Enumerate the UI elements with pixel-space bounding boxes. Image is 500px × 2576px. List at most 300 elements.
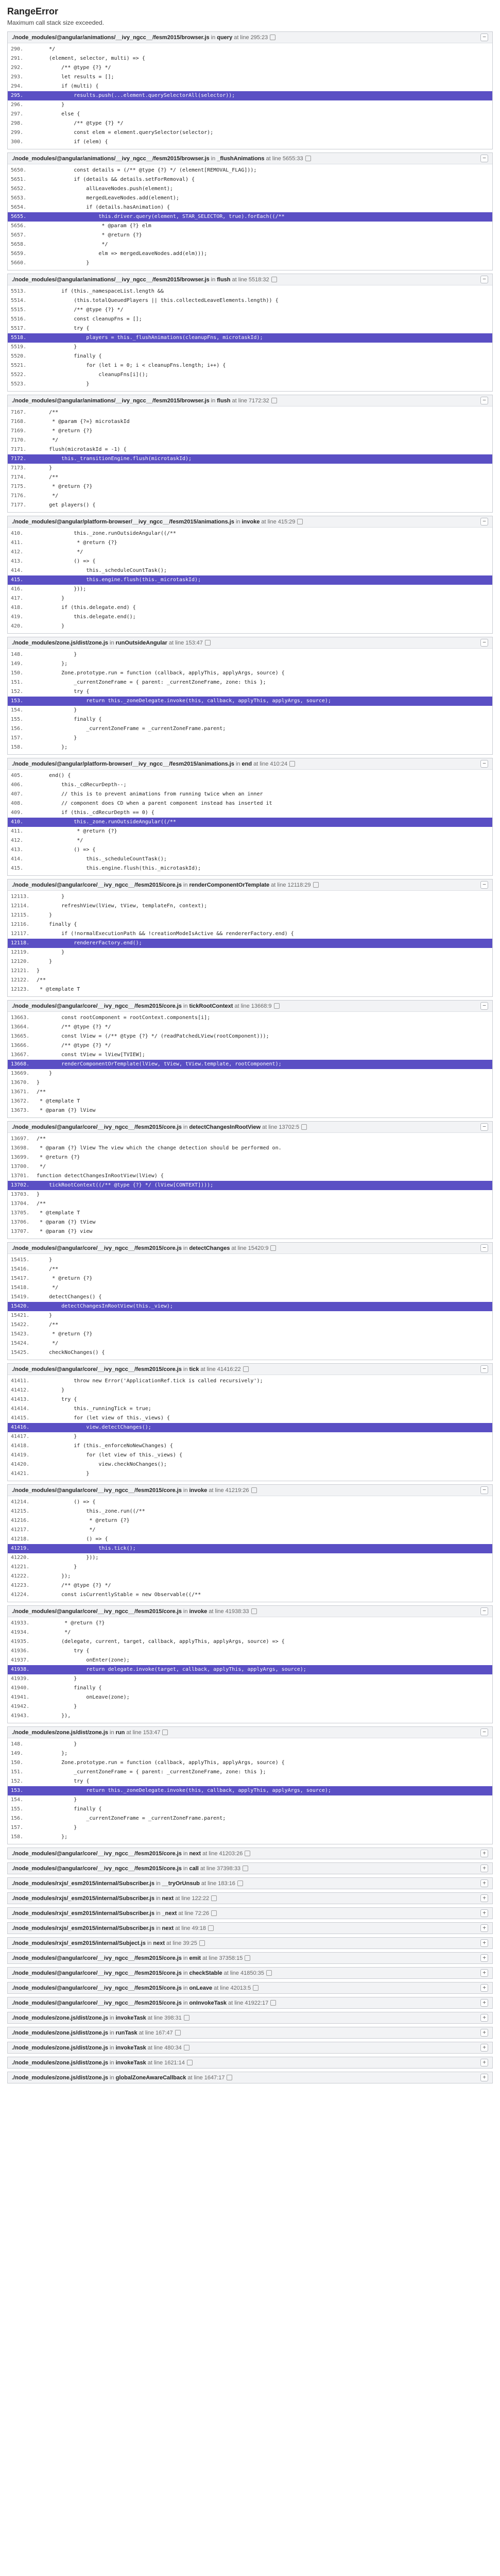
copy-icon[interactable] (243, 1366, 249, 1372)
line-source: end() { (37, 773, 71, 778)
line-number: 298. (11, 121, 24, 126)
stack-frame-header[interactable] (8, 2027, 492, 2038)
copy-icon[interactable] (270, 35, 275, 40)
stack-frame-header[interactable] (8, 2042, 492, 2053)
stack-frame-header[interactable] (8, 879, 492, 891)
code-line (8, 1172, 492, 1181)
copy-icon[interactable] (187, 2060, 193, 2065)
line-source: this._scheduleCountTask(); (37, 568, 167, 573)
minus-icon: − (482, 1486, 486, 1493)
expand-frame-button[interactable] (480, 2074, 488, 2081)
expand-frame-button[interactable] (480, 1865, 488, 1872)
copy-icon[interactable] (162, 1730, 168, 1735)
code-line (8, 352, 492, 361)
code-line (8, 967, 492, 976)
line-number: 41215. (11, 1509, 30, 1514)
line-number: 7174. (11, 474, 27, 480)
copy-icon[interactable] (270, 1245, 276, 1251)
code-line (8, 1404, 492, 1414)
line-source: onEnter(zone); (37, 1657, 130, 1663)
line-source: const cleanupFns = []; (37, 316, 142, 322)
line-number: 5659. (11, 251, 27, 257)
line-number: 41421. (11, 1471, 30, 1477)
line-number: 13699. (11, 1155, 30, 1160)
stack-frame-header[interactable] (8, 1606, 492, 1617)
copy-icon[interactable] (237, 1880, 243, 1886)
line-source: elm => mergedLeaveNodes.add(elm))); (37, 251, 208, 257)
code-line (8, 1106, 492, 1115)
code-line (8, 1032, 492, 1041)
frame-function-name: runTask (115, 2029, 137, 2036)
code-line (8, 1628, 492, 1637)
frame-file-path: ./node_modules/zone.js/dist/zone.js (12, 2074, 109, 2081)
frame-at-line-label: at line (200, 1366, 216, 1372)
expand-frame-button[interactable] (480, 1894, 488, 1902)
code-line (8, 706, 492, 715)
frame-line-col: 39:25 (183, 1940, 197, 1946)
code-line (8, 1637, 492, 1647)
line-source: * @param {?} lView The view which the change detection should be performed on. (37, 1145, 282, 1151)
stack-frame-header[interactable] (8, 2057, 492, 2068)
code-line (8, 538, 492, 548)
code-snippet (8, 1375, 492, 1481)
expand-frame-button[interactable] (480, 2044, 488, 2052)
code-line (8, 100, 492, 110)
frame-at-line-label: at line (223, 1970, 239, 1976)
frame-file-path: ./node_modules/rxjs/_esm2015/internal/Subscriber.js (12, 1880, 154, 1887)
frame-line-col: 42013:5 (230, 1985, 251, 1991)
stack-frame-header[interactable] (8, 1908, 492, 1919)
frame-file-path: ./node_modules/rxjs/_esm2015/internal/Subscriber.js (12, 1925, 154, 1931)
frame-at-line-label: at line (234, 34, 249, 41)
frame-function-name: flush (217, 276, 231, 283)
code-line (8, 669, 492, 678)
line-number: 41214. (11, 1499, 30, 1505)
line-source: } (37, 1192, 40, 1197)
frame-in-label: in (183, 882, 188, 888)
line-source: } (37, 1741, 77, 1747)
copy-icon[interactable] (305, 156, 311, 161)
line-number: 41420. (11, 1462, 30, 1467)
line-number: 12115. (11, 912, 30, 918)
code-line (8, 892, 492, 902)
copy-icon[interactable] (211, 1895, 217, 1901)
line-source: /** (37, 410, 59, 415)
stack-frame (7, 1726, 493, 1844)
stack-frame-header[interactable] (8, 1938, 492, 1948)
expand-frame-button[interactable] (480, 1939, 488, 1947)
line-source: this.delegate.end(); (37, 614, 136, 620)
line-number: 297. (11, 111, 24, 117)
copy-icon[interactable] (175, 2030, 181, 2036)
line-number: 41937. (11, 1657, 30, 1663)
frame-in-label: in (156, 1925, 161, 1931)
frame-location (12, 1366, 249, 1373)
frame-function-name: globalZoneAwareCallback (115, 2074, 186, 2081)
frame-at-line-label: at line (178, 1910, 194, 1917)
line-number: 150. (11, 670, 24, 676)
stack-frame (7, 1967, 493, 1979)
copy-icon[interactable] (251, 1608, 257, 1614)
line-source: renderComponentOrTemplate(lView, tView, tView.template, rootComponent); (37, 1061, 282, 1067)
frame-location (12, 1999, 276, 2007)
expand-frame-button[interactable] (480, 1999, 488, 2007)
copy-icon[interactable] (289, 761, 295, 767)
code-line (8, 790, 492, 799)
stack-frame-header[interactable] (8, 1848, 492, 1859)
line-source: }); (37, 1573, 71, 1579)
copy-icon[interactable] (266, 1970, 272, 1976)
code-line (8, 1647, 492, 1656)
frame-file-path: ./node_modules/zone.js/dist/zone.js (12, 2029, 109, 2036)
stack-frame-header[interactable] (8, 1364, 492, 1375)
line-source: if (details.hasAnimation) { (37, 205, 170, 210)
frame-location (12, 518, 303, 526)
copy-icon[interactable] (271, 277, 277, 282)
code-snippet (8, 1496, 492, 1602)
collapse-frame-button[interactable] (480, 276, 488, 283)
line-source: /** (37, 977, 46, 983)
expand-frame-button[interactable] (480, 2029, 488, 2037)
stack-frame-header[interactable] (8, 2072, 492, 2083)
line-source: (this.totalQueuedPlayers || this.collectedLeaveElements.length)) { (37, 298, 279, 303)
frame-line-col: 5518:32 (248, 276, 269, 283)
line-number: 13671. (11, 1089, 30, 1095)
frame-function-name: onLeave (189, 1985, 213, 1991)
line-number: 294. (11, 83, 24, 89)
stack-frame-header[interactable] (8, 1122, 492, 1133)
code-line (8, 1563, 492, 1572)
line-number: 41943. (11, 1713, 30, 1719)
line-source: */ (37, 46, 56, 52)
code-line (8, 306, 492, 315)
stack-frame-header[interactable] (8, 1485, 492, 1496)
copy-icon[interactable] (243, 1866, 248, 1871)
copy-icon[interactable] (184, 2045, 189, 2050)
code-snippet (8, 1012, 492, 1117)
line-number: 415. (11, 866, 24, 871)
line-source: } (37, 959, 53, 964)
line-number: 7171. (11, 447, 27, 452)
code-line (8, 1451, 492, 1460)
collapse-frame-button[interactable] (480, 1365, 488, 1373)
copy-icon[interactable] (208, 1925, 214, 1931)
copy-icon[interactable] (313, 882, 319, 888)
minus-icon: − (482, 33, 486, 40)
copy-icon[interactable] (253, 1985, 258, 1991)
frame-at-line-label: at line (214, 1985, 229, 1991)
copy-icon[interactable] (270, 2000, 276, 2006)
code-line (8, 603, 492, 613)
copy-icon[interactable] (301, 1124, 307, 1130)
frame-function-name: invoke (242, 518, 260, 525)
stack-frame (7, 2012, 493, 2024)
line-number: 41936. (11, 1648, 30, 1654)
copy-icon[interactable] (227, 2075, 232, 2080)
stack-frame-header[interactable] (8, 274, 492, 285)
line-source: } (37, 1257, 53, 1263)
line-source: } (37, 102, 65, 108)
collapse-frame-button[interactable] (480, 1486, 488, 1494)
frame-function-name: invokeTask (115, 2044, 146, 2051)
line-source: * @return {?} (37, 1276, 93, 1281)
code-line (8, 1442, 492, 1451)
stack-frame-header[interactable] (8, 1243, 492, 1254)
code-line (8, 920, 492, 929)
collapse-frame-button[interactable] (480, 760, 488, 768)
line-number: 13665. (11, 1033, 30, 1039)
line-source: if (this._namespaceList.length && (37, 289, 164, 294)
code-line (8, 911, 492, 920)
line-number: 15416. (11, 1266, 30, 1272)
code-line (8, 1711, 492, 1721)
expand-frame-button[interactable] (480, 1924, 488, 1932)
stack-frame (7, 2072, 493, 2083)
code-line (8, 1432, 492, 1442)
line-number: 416. (11, 586, 24, 592)
highlighted-code-line (8, 91, 492, 100)
stack-frame-header[interactable] (8, 32, 492, 43)
code-snippet (8, 891, 492, 996)
line-number: 41220. (11, 1555, 30, 1561)
line-source: if (this._enforceNoNewChanges) { (37, 1443, 173, 1449)
line-number: 41933. (11, 1620, 30, 1626)
code-line (8, 548, 492, 557)
code-line (8, 1283, 492, 1293)
copy-icon[interactable] (184, 2015, 189, 2021)
line-number: 7175. (11, 484, 27, 489)
line-number: 13672. (11, 1098, 30, 1104)
code-line (8, 1469, 492, 1479)
line-source: flush(microtaskId = -1) { (37, 447, 127, 452)
stack-frame-header[interactable] (8, 1893, 492, 1904)
frame-in-label: in (110, 2044, 114, 2051)
frame-file-path: ./node_modules/@angular/animations/__ivy_ngcc__/fesm2015/browser.js (12, 276, 210, 283)
line-number: 13697. (11, 1136, 30, 1142)
code-line (8, 296, 492, 306)
frame-at-line-label: at line (209, 1487, 224, 1494)
collapse-frame-button[interactable] (480, 155, 488, 162)
frame-location (12, 1487, 257, 1494)
highlighted-code-line (8, 818, 492, 827)
copy-icon[interactable] (271, 398, 277, 403)
line-number: 5656. (11, 223, 27, 229)
collapse-frame-button[interactable] (480, 1244, 488, 1252)
code-line (8, 1209, 492, 1218)
line-source: } (37, 652, 77, 657)
stack-frame-header[interactable] (8, 2012, 492, 2023)
frame-line-col: 7172:32 (248, 397, 269, 404)
highlighted-code-line (8, 333, 492, 343)
frame-function-name: query (217, 34, 233, 41)
collapse-frame-button[interactable] (480, 639, 488, 647)
frame-location (12, 2044, 189, 2052)
stack-frame (7, 879, 493, 997)
frame-line-col: 415:29 (278, 518, 296, 525)
code-line (8, 1833, 492, 1842)
line-number: 156. (11, 726, 24, 732)
stack-frame (7, 758, 493, 876)
line-number: 7168. (11, 419, 27, 425)
line-source: /** (37, 1201, 46, 1207)
line-source: } (37, 1080, 40, 1086)
stack-frame-header[interactable] (8, 1982, 492, 1993)
stack-frame (7, 1363, 493, 1481)
frame-location (12, 1729, 168, 1736)
frame-file-path: ./node_modules/@angular/core/__ivy_ngcc__/fesm2015/core.js (12, 1124, 182, 1130)
stack-frame-header[interactable] (8, 1968, 492, 1978)
line-source: this._zone.runOutsideAngular((/** (37, 531, 176, 536)
stack-frame-header[interactable] (8, 1863, 492, 1874)
frame-line-col: 398:31 (164, 2014, 182, 2021)
copy-icon[interactable] (245, 1851, 250, 1856)
code-line (8, 82, 492, 91)
line-number: 299. (11, 130, 24, 135)
line-source: this._scheduleCountTask(); (37, 856, 167, 862)
collapse-frame-button[interactable] (480, 33, 488, 41)
collapse-frame-button[interactable] (480, 1728, 488, 1736)
code-line (8, 361, 492, 370)
copy-icon[interactable] (251, 1487, 257, 1493)
line-source: } (37, 968, 40, 974)
minus-icon: − (482, 276, 486, 282)
highlighted-code-line (8, 1060, 492, 1069)
collapse-frame-button[interactable] (480, 1123, 488, 1131)
line-number: 292. (11, 65, 24, 71)
copy-icon[interactable] (245, 1955, 250, 1961)
stack-frame-header[interactable] (8, 1001, 492, 1012)
frame-in-label: in (235, 518, 240, 525)
copy-icon[interactable] (297, 519, 303, 524)
frame-function-name: checkStable (189, 1970, 222, 1976)
line-source: finally { (37, 922, 77, 927)
plus-icon: + (482, 1894, 486, 1901)
copy-icon[interactable] (199, 1940, 205, 1946)
stack-frame (7, 637, 493, 755)
line-source: } (37, 735, 77, 741)
collapse-frame-button[interactable] (480, 518, 488, 526)
line-source: () => { (37, 847, 96, 853)
stack-frame-header[interactable] (8, 1923, 492, 1934)
code-line (8, 650, 492, 659)
line-source: const lView = (/** @type {?} */ (readPatchedLView(rootComponent))); (37, 1033, 269, 1039)
frame-location (12, 2014, 189, 2022)
stack-frame-header[interactable] (8, 1878, 492, 1889)
line-source: /** (37, 1089, 46, 1095)
line-number: 405. (11, 773, 24, 778)
line-source: } (37, 1704, 77, 1709)
line-source: // this is to prevent animations from running twice when an inner (37, 791, 263, 797)
stack-frame-header[interactable] (8, 1727, 492, 1738)
copy-icon[interactable] (211, 1910, 217, 1916)
frame-line-col: 480:34 (164, 2044, 182, 2051)
expand-frame-button[interactable] (480, 2014, 488, 2022)
expand-frame-button[interactable] (480, 2059, 488, 2066)
line-number: 415. (11, 577, 24, 583)
line-source: /** (37, 474, 59, 480)
copy-icon[interactable] (205, 640, 211, 646)
line-source: try { (37, 1397, 77, 1402)
line-number: 300. (11, 139, 24, 145)
stack-trace (7, 31, 493, 2083)
frame-location (12, 276, 277, 283)
line-number: 41415. (11, 1415, 30, 1421)
line-number: 290. (11, 46, 24, 52)
frame-line-col: 15420:9 (248, 1245, 269, 1251)
frame-function-name: _flushAnimations (217, 155, 265, 162)
frame-at-line-label: at line (201, 1880, 217, 1887)
collapse-frame-button[interactable] (480, 1607, 488, 1615)
line-source: // component does CD when a parent component instead has inserted it (37, 801, 272, 806)
stack-frame-header[interactable] (8, 1997, 492, 2008)
frame-function-name: call (189, 1865, 199, 1872)
frame-at-line-label: at line (175, 1925, 191, 1931)
code-line (8, 445, 492, 454)
frame-function-name: next (153, 1940, 165, 1946)
highlighted-code-line (8, 1544, 492, 1553)
line-source: Zone.prototype.run = function (callback, applyThis, applyArgs, source) { (37, 1760, 285, 1766)
code-line (8, 240, 492, 249)
expand-frame-button[interactable] (480, 1984, 488, 1992)
expand-frame-button[interactable] (480, 1909, 488, 1917)
code-line (8, 985, 492, 994)
stack-frame-header[interactable] (8, 516, 492, 528)
line-source: _currentZoneFrame = _currentZoneFrame.parent; (37, 726, 226, 732)
frame-location (12, 2059, 193, 2066)
line-source: * @return {?} (37, 540, 117, 546)
line-number: 153. (11, 698, 24, 704)
frame-in-label: in (110, 2074, 114, 2081)
expand-frame-button[interactable] (480, 1879, 488, 1887)
expand-frame-button[interactable] (480, 1969, 488, 1977)
collapse-frame-button[interactable] (480, 881, 488, 889)
frame-line-col: 167:47 (155, 2029, 173, 2036)
line-number: 5657. (11, 232, 27, 238)
line-source: } (37, 1434, 77, 1439)
frame-file-path: ./node_modules/rxjs/_esm2015/internal/Subscriber.js (12, 1895, 154, 1902)
stack-frame-header[interactable] (8, 153, 492, 164)
stack-frame-header[interactable] (8, 1953, 492, 1963)
frame-line-col: 12118:29 (287, 882, 311, 888)
line-source: } (37, 707, 77, 713)
code-line (8, 529, 492, 538)
frame-function-name: run (115, 1729, 125, 1736)
stack-frame-header[interactable] (8, 758, 492, 770)
code-line (8, 687, 492, 697)
line-source: } (37, 623, 65, 629)
line-number: 7167. (11, 410, 27, 415)
line-number: 41217. (11, 1527, 30, 1533)
expand-frame-button[interactable] (480, 1850, 488, 1857)
frame-line-col: 41938:33 (225, 1608, 249, 1615)
frame-line-col: 410:24 (270, 760, 288, 767)
stack-frame-header[interactable] (8, 395, 492, 406)
frame-file-path: ./node_modules/@angular/core/__ivy_ngcc__/fesm2015/core.js (12, 1865, 182, 1872)
line-source: /** @type {?} */ (37, 1043, 111, 1048)
line-source: }; (37, 1834, 68, 1840)
collapse-frame-button[interactable] (480, 1002, 488, 1010)
copy-icon[interactable] (274, 1003, 280, 1009)
code-snippet (8, 1133, 492, 1239)
collapse-frame-button[interactable] (480, 397, 488, 404)
expand-frame-button[interactable] (480, 1954, 488, 1962)
stack-frame (7, 516, 493, 634)
stack-frame-header[interactable] (8, 637, 492, 649)
frame-file-path: ./node_modules/@angular/core/__ivy_ngcc__/fesm2015/core.js (12, 1970, 182, 1976)
code-line (8, 408, 492, 417)
plus-icon: + (482, 2074, 486, 2080)
line-number: 41939. (11, 1676, 30, 1682)
